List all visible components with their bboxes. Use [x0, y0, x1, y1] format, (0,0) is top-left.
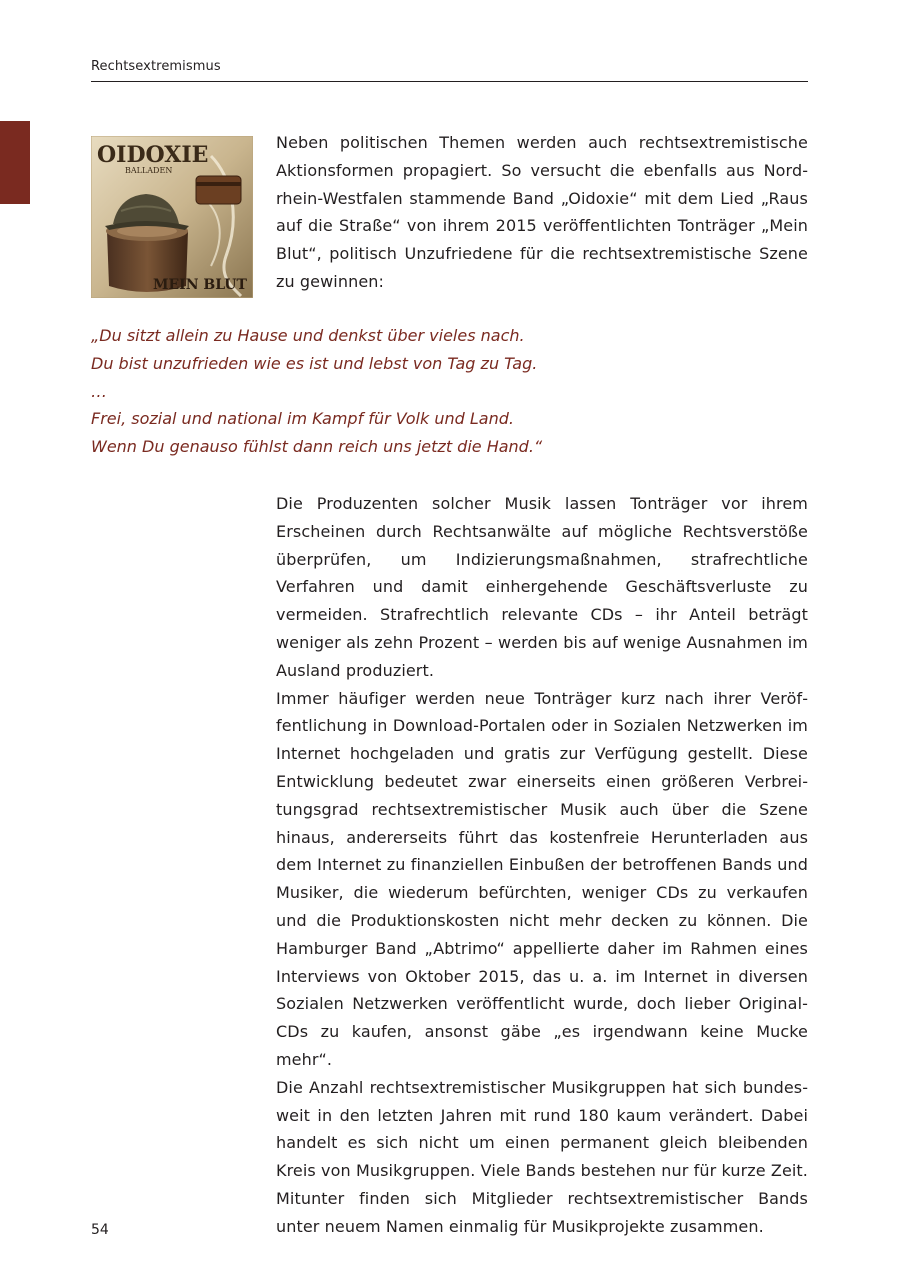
paragraph: Die Produzenten solcher Musik lassen Tonträger vor ihrem Erscheinen durch Rechtsanwälte auf mögliche Rechtsverstöße überprüfen, um Indizierungsmaßnahmen, strafrechtliche Verfahren und damit einhergehende Geschäftsverluste zu vermeiden. Strafrechtlich relevante CDs – ihr Anteil beträgt weniger als zehn Prozent – werden bis auf wenige Ausnahmen im Ausland produziert. [276, 494, 808, 680]
quote-line: Frei, sozial und national im Kampf für Volk und Land. [91, 409, 514, 429]
quote-line: Wenn Du genauso fühlst dann reich uns jetzt die Hand.“ [91, 437, 543, 457]
quote-line: Du bist unzufrieden wie es ist und lebst von Tag zu Tag. [91, 353, 538, 373]
quote-ellipsis: … [91, 381, 108, 401]
band-logo-text: OIDOXIE [97, 142, 209, 168]
album-title-text: MEIN BLUT [153, 277, 247, 293]
intro-paragraph-block [276, 129, 808, 296]
running-header: Rechtsextremismus [91, 59, 221, 74]
quote-line: „Du sitzt allein zu Hause und denkst über vieles nach. [91, 326, 525, 345]
album-cover-artwork [91, 136, 253, 298]
chapter-tab-marker [0, 121, 30, 204]
paragraph: Die Anzahl rechtsextremistischer Musikgruppen hat sich bundesweit in den letzten Jahren mit rund 180 kaum verändert. Dabei handelt es sich nicht um einen permanent gleich bleibenden Kreis von Musikgruppen. Viele Bands bestehen nur für kurze Zeit. Mitunter finden sich Mitglieder rechtsextremistischer Bands unter neuem Namen einmalig für Musikprojekte zusammen. [276, 1077, 808, 1236]
intro-paragraph: Neben politischen Themen werden auch rechtsextremistische Aktionsformen propagiert. So versucht die ebenfalls aus Nordrhein-Westfalen stammende Band „Oidoxie“ mit dem Lied „Raus auf die Straße“ von ihrem 2015 veröffentlichten Tonträger „Mein Blut“, politisch Unzufriedene für die rechtsextremistische Szene zu gewinnen: [276, 133, 808, 291]
song-lyrics-quote [91, 322, 711, 461]
page-number: 54 [91, 1222, 109, 1238]
album-subtitle-text: BALLADEN [125, 166, 173, 175]
header-rule [91, 81, 808, 82]
main-text-block [276, 490, 808, 1241]
album-cover-image [91, 136, 253, 298]
paragraph: Immer häufiger werden neue Tonträger kurz nach ihrer Veröffentlichung in Download-Portalen oder in Sozialen Netzwerken im Internet hochgeladen und gratis zur Verfügung gestellt. Diese Entwicklung bedeutet zwar einerseits einen größeren Verbreitungsgrad rechtsextremistischer Musik auch über die Szene hinaus, andererseits führt das kostenfreie Herunterladen aus dem Internet zu finanziellen Einbußen der betroffenen Bands und Musiker, die wiederum befürchten, weniger CDs zu verkaufen und die Produktionskosten nicht mehr decken zu können. Die Hamburger Band „Abtrimo“ appellierte daher im Rahmen eines Interviews von Oktober 2015, das u. a. im Internet in diversen Sozialen Netzwerken veröffentlicht wurde, doch lieber Original-CDs zu kaufen, ansonst gäbe „es irgendwann keine Mucke mehr“. [276, 688, 808, 1069]
